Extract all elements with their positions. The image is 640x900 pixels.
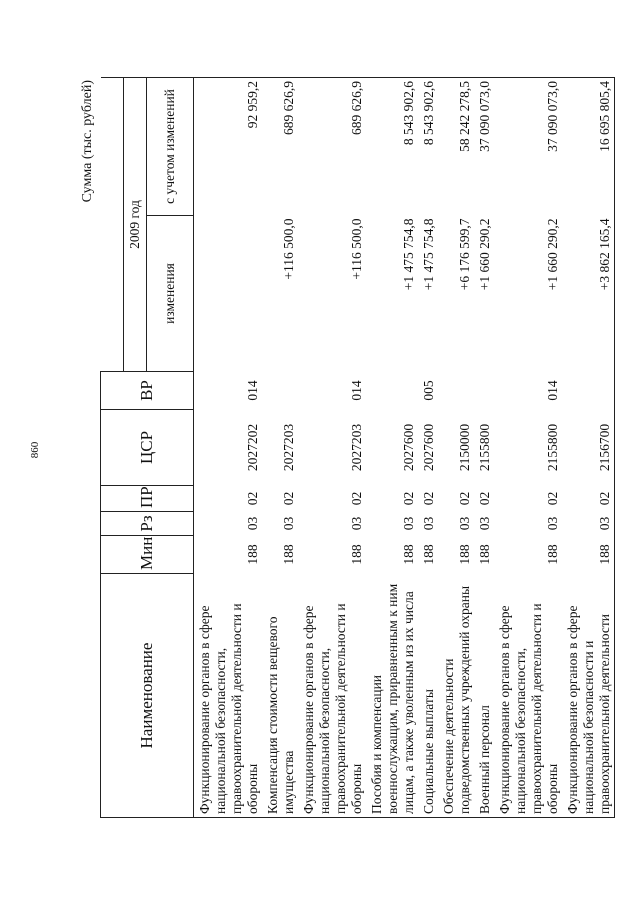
- row-rz: 03: [476, 516, 492, 531]
- row-csr: 2150000: [456, 423, 472, 472]
- rotated-table-sheet: [80, 78, 612, 818]
- row-total: 37 090 073,0: [474, 78, 494, 216]
- row-min: 188: [244, 544, 260, 565]
- row-vr: [474, 372, 494, 410]
- row-rz: 03: [544, 516, 560, 531]
- row-pr: 02: [544, 491, 560, 506]
- table-row: [366, 78, 418, 818]
- header-pr: ПР: [101, 486, 194, 512]
- row-change: +116 500,0: [280, 218, 296, 280]
- row-min: 188: [562, 536, 615, 574]
- row-min: 188: [420, 544, 436, 565]
- row-total: 58 242 278,5: [438, 78, 474, 216]
- row-name: Обеспечение деятельности подведомственных учреждений охраны: [438, 574, 474, 818]
- header-min: Мин: [101, 536, 194, 574]
- row-change: +1 475 754,8: [420, 218, 436, 291]
- row-csr: 2027203: [348, 423, 364, 472]
- row-csr: 2027600: [400, 423, 416, 472]
- table-row: [494, 78, 562, 818]
- row-name: Социальные выплаты: [418, 574, 438, 818]
- header-rz: Рз: [101, 512, 194, 536]
- row-change: +1 475 754,8: [400, 218, 416, 291]
- row-pr: 02: [244, 491, 260, 506]
- row-min: 188: [456, 544, 472, 565]
- row-name: Функционирование органов в сфере национальной безопасности, правоохранительной деятельности и обороны: [193, 574, 262, 818]
- row-csr: 2027203: [280, 423, 296, 472]
- page-number: 860: [29, 441, 41, 459]
- row-total: 689 626,9: [298, 78, 366, 216]
- row-csr: 2027600: [420, 423, 436, 472]
- row-change: [193, 216, 262, 372]
- row-min: 188: [348, 544, 364, 565]
- row-csr: 2155800: [544, 423, 560, 472]
- table-row: [562, 78, 615, 818]
- row-name: Компенсация стоимости вещевого имущества: [262, 574, 298, 818]
- row-name: Функционирование органов в сфере национальной безопасности и правоохранительной деятельности: [562, 574, 615, 818]
- row-rz: 03: [562, 512, 615, 536]
- row-total: 689 626,9: [262, 78, 298, 216]
- row-pr: 02: [400, 491, 416, 506]
- table-row: [474, 78, 494, 818]
- table-row: [418, 78, 438, 818]
- row-rz: 03: [348, 516, 364, 531]
- row-pr: 02: [348, 491, 364, 506]
- row-min: 188: [400, 544, 416, 565]
- header-name: Наименование: [101, 574, 194, 818]
- header-csr: ЦСР: [101, 410, 194, 486]
- row-name: Военный персонал: [474, 574, 494, 818]
- row-rz: 03: [400, 516, 416, 531]
- row-change: +116 500,0: [348, 218, 364, 280]
- header-with-changes: с учетом изменений: [146, 78, 193, 216]
- row-change: +1 660 290,2: [476, 218, 492, 291]
- row-pr: 02: [456, 491, 472, 506]
- row-name: Пособия и компенсации военнослужащим, приравненным к ним лицам, а также уволенным из их числа: [366, 574, 418, 818]
- row-vr: [438, 372, 474, 410]
- row-pr: 02: [476, 491, 492, 506]
- header-changes: изменения: [146, 216, 193, 372]
- row-pr: 02: [280, 491, 296, 506]
- row-rz: 03: [456, 516, 472, 531]
- row-min: 188: [280, 544, 296, 565]
- row-change: +3 862 165,4: [562, 216, 615, 372]
- row-total: 37 090 073,0: [494, 78, 562, 216]
- row-rz: 03: [420, 516, 436, 531]
- row-min: 188: [544, 544, 560, 565]
- row-name: Функционирование органов в сфере национальной безопасности, правоохранительной деятельности и обороны: [494, 574, 562, 818]
- row-vr: [366, 372, 418, 410]
- table-row: [438, 78, 474, 818]
- row-name: Функционирование органов в сфере национальной безопасности, правоохранительной деятельности и обороны: [298, 574, 366, 818]
- table-row: [298, 78, 366, 818]
- row-min: 188: [476, 544, 492, 565]
- row-csr: 2027202: [244, 423, 260, 472]
- row-csr: 2156700: [562, 410, 615, 486]
- row-change: +1 660 290,2: [544, 218, 560, 291]
- units-caption: Сумма (тыс. рублей): [80, 80, 95, 203]
- row-vr: 014: [348, 380, 364, 401]
- row-total: 8 543 902,6: [366, 78, 418, 216]
- row-vr: [262, 372, 298, 410]
- row-pr: 02: [562, 486, 615, 512]
- row-vr: 005: [420, 380, 436, 401]
- row-total: 92 959,2: [193, 78, 262, 216]
- row-rz: 03: [244, 516, 260, 531]
- header-vr: ВР: [101, 372, 194, 410]
- row-vr: 014: [244, 380, 260, 401]
- budget-table: [100, 77, 615, 818]
- row-change: +6 176 599,7: [456, 218, 472, 291]
- row-pr: 02: [420, 491, 436, 506]
- row-csr: 2155800: [476, 423, 492, 472]
- row-vr: 014: [544, 380, 560, 401]
- table-row: [193, 78, 262, 818]
- table-row: [262, 78, 298, 818]
- row-total: 8 543 902,6: [418, 78, 438, 216]
- row-total: 16 695 805,4: [562, 78, 615, 216]
- row-rz: 03: [280, 516, 296, 531]
- row-vr: [562, 372, 615, 410]
- header-year: 2009 год: [123, 78, 146, 372]
